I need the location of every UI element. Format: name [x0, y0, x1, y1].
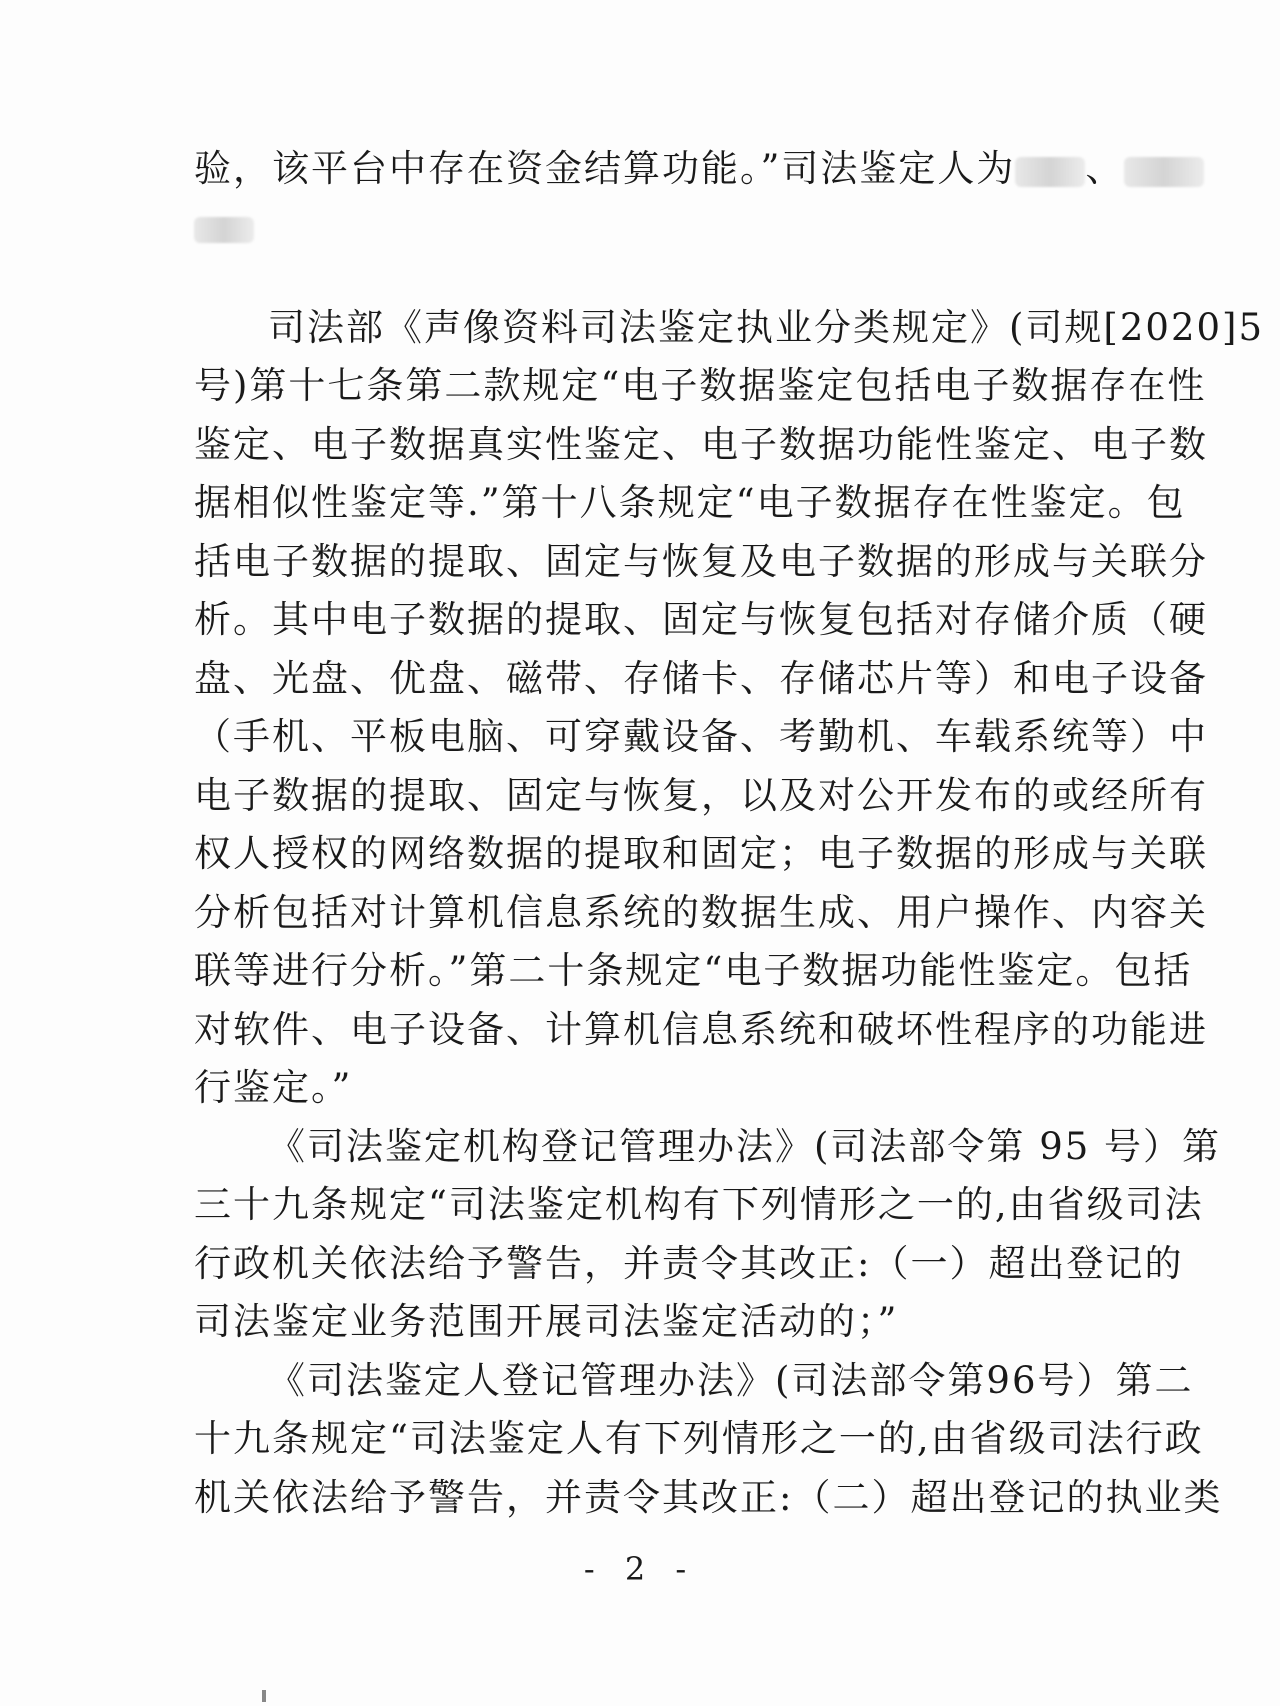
text-line-15: 对软件、电子设备、计算机信息系统和破坏性程序的功能进 — [194, 1007, 1208, 1051]
text-line-7: 括电子数据的提取、固定与恢复及电子数据的形成与关联分 — [194, 539, 1208, 583]
text-line-5: 鉴定、电子数据真实性鉴定、电子数据功能性鉴定、电子数 — [194, 422, 1208, 466]
text-line-23: 机关依法给予警告，并责令其改正:（二）超出登记的执业类 — [194, 1475, 1223, 1519]
redaction-mark — [1015, 157, 1085, 187]
document-body — [194, 140, 1265, 1527]
text-line-11: 电子数据的提取、固定与恢复，以及对公开发布的或经所有 — [194, 773, 1208, 817]
text-line-9: 盘、光盘、优盘、磁带、存储卡、存储芯片等）和电子设备 — [194, 656, 1208, 700]
redaction-mark — [1124, 157, 1204, 187]
text-line-3: 司法部《声像资料司法鉴定执业分类规定》(司规[2020]5 — [268, 305, 1265, 349]
text-line-2 — [194, 199, 1099, 259]
text-line-1: 验，该平台中存在资金结算功能。”司法鉴定人为 、 — [194, 140, 1099, 199]
text-line-17: 《司法鉴定机构登记管理办法》(司法部令第 95 号）第 — [268, 1124, 1222, 1168]
text-line-13: 分析包括对计算机信息系统的数据生成、用户操作、内容关 — [194, 890, 1208, 934]
text-line-10: （手机、平板电脑、可穿戴设备、考勤机、车载系统等）中 — [194, 715, 1208, 758]
text-line-22: 十九条规定“司法鉴定人有下列情形之一的,由省级司法行政 — [194, 1417, 1204, 1460]
redaction-mark — [194, 217, 254, 243]
scan-artifact — [262, 1690, 266, 1702]
text-line-21: 《司法鉴定人登记管理办法》(司法部令第96号）第二 — [268, 1358, 1194, 1402]
line-text: 验，该平台中存在资金结算功能。”司法鉴定人为 — [194, 147, 1016, 190]
text-line-19: 行政机关依法给予警告，并责令其改正:（一）超出登记的 — [194, 1241, 1184, 1285]
page-number: - 2 - — [583, 1550, 697, 1588]
text-line-12: 权人授权的网络数据的提取和固定；电子数据的形成与关联 — [194, 832, 1208, 875]
text-line-6: 据相似性鉴定等.”第十八条规定“电子数据存在性鉴定。包 — [194, 481, 1186, 524]
text-line-16: 行鉴定。” — [194, 1066, 353, 1109]
text-line-20: 司法鉴定业务范围开展司法鉴定活动的；” — [194, 1300, 899, 1343]
text-line-8: 析。其中电子数据的提取、固定与恢复包括对存储介质（硬 — [194, 598, 1208, 641]
text-line-18: 三十九条规定“司法鉴定机构有下列情形之一的,由省级司法 — [194, 1183, 1204, 1226]
text-line-14: 联等进行分析。”第二十条规定“电子数据功能性鉴定。包括 — [194, 949, 1193, 992]
text-line-4: 号)第十七条第二款规定“电子数据鉴定包括电子数据存在性 — [194, 364, 1207, 407]
